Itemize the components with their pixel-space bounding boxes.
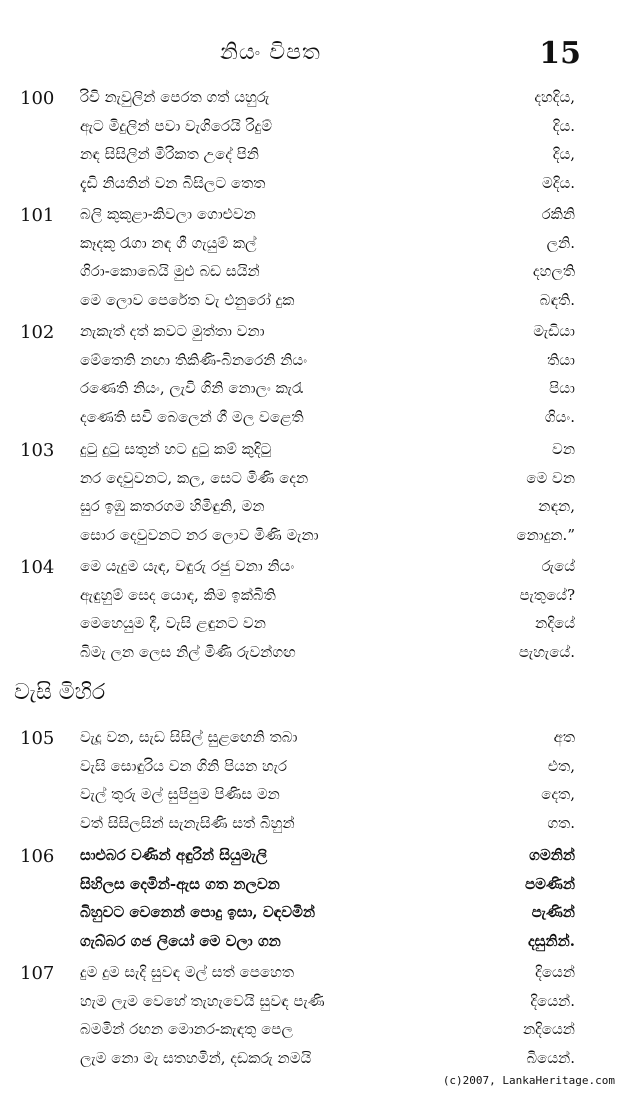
verse-line [0,291,621,321]
verse-line [0,932,621,962]
verse-line-ending: රුයේ [541,557,575,575]
stanza-number: 100 [20,88,55,109]
verse-line-text: වැසි සොඳුරිය වන ගිනි පියන හැර [80,756,288,775]
page-number: 15 [539,36,581,71]
verse-line [0,88,621,118]
verse-line-ending: දිය, [552,145,575,163]
verse-line-ending: දසුනින්. [527,931,575,950]
stanza-number: 102 [20,322,55,343]
verse-line-ending: දහදිය, [534,88,575,106]
stanza [0,440,621,554]
verse-line-text: බලි කුකුළා-කිවලා ගොළුවන [80,205,256,223]
verse-line [0,440,621,470]
verse-line-text: දැඩි නියතින් වන බිසිලට තෙත [80,173,266,192]
verse-line [0,728,621,758]
verse-line-ending: තියා [547,350,575,369]
verse-line-ending: පැතුයේ? [519,585,575,604]
verse-line [0,205,621,235]
verse-line [0,557,621,587]
stanza [0,322,621,436]
verse-line-ending: වන [552,440,575,458]
verse-line [0,903,621,933]
verse-line [0,614,621,644]
verse-line [0,145,621,175]
verse-line [0,757,621,787]
verse-line-text: දුම දුම සැදි සුවඳ මල් සත් පෙහෙත [80,963,295,981]
page-header [0,36,621,76]
verse-line-text: වැල් තුරු මල් සුපිපුම පිණිස මන [80,785,280,803]
verse-line-text: ගිරා-කොබෙයි මුළු බඩ සයින් [80,262,260,280]
verse-line-text: නැකැත් දත් කවට මුත්තා වනා [80,322,265,340]
verse-line-text: මෙ ලොව පෙරේත වැ එනුරෝ දුක [80,290,295,309]
verse-line-ending: මැඩියා [533,322,575,340]
verse-line-text: වැදූ වන, සැඩ සිසිල් සුළඟෙනි තබා [80,728,298,746]
stanza-number: 107 [20,963,55,984]
verse-line-ending: පැහැයේ. [518,642,575,661]
verse-line [0,643,621,673]
verse-line [0,379,621,409]
verse-line-text: බමමින් රඟන මොනර-කැඳතු පෙල [80,1020,293,1038]
verse-line-text: වත් සිසිලසින් සැනැසිණි සත් බිහුන් [80,813,295,832]
verse-line [0,785,621,815]
verse-line-ending: ගමනින් [529,846,575,864]
verse-line-ending: බඳති. [539,290,575,309]
verse-line-ending: පැණින් [531,903,575,921]
verse-line [0,234,621,264]
verse-line-ending: දෙත, [541,785,575,803]
verse-line-text: බිමැ ලන ලෙස නිල් මිණි රුවන්ගඟ [80,642,296,661]
running-title: නියං විපත [220,40,321,65]
verse-line-text: නර දෙවුවනට, කල, සෙට මිණි දෙන [80,468,309,487]
verse-line-text: සොර දෙවුවනට නර ලොව මිණි මැනා [80,525,319,544]
verse-line-text: ලැම නො මැ සතහමින්, දඩකරු නමයි [80,1048,312,1067]
verse-line-ending: රකිනි [541,205,575,223]
stanza-number: 103 [20,440,55,461]
section-heading: වැසි මිහිර [14,680,106,705]
verse-line-text: දණෙති සවි බෙලෙන් ගී මල වළෙති [80,407,304,426]
verse-line-text: දුටු දුටු සතුන් හට දුටු කම් කුදිටු [80,440,272,458]
verse-line-text: බිහුවට වෙනෙන් පොදු ඉසා, වඳවමින් [80,903,316,921]
verse-line [0,875,621,905]
verse-line [0,814,621,844]
verse-line [0,963,621,993]
verse-line-text: නඳ සිසිලින් මිරිකත උදේ පිනි [80,145,259,163]
verse-line-text: ඇඳුහුම් සෙද යොඳ, කිම ඉක්බිති [80,585,276,604]
verse-line-ending: එත, [547,756,575,775]
verse-line-ending: මදිය. [542,173,575,192]
verse-line-ending: නදියෙන් [522,1020,575,1038]
verse-line-text: සුර ඉඹු කතරගම හිමිඳුනි, මන [80,497,265,515]
verse-line-ending: ගියං. [544,407,575,426]
verse-line-text: රිවි නැවුලින් පෙරත ගත් යහුරු [80,88,270,106]
verse-line-ending: අත [553,728,575,746]
verse-line-ending: බියෙන්. [526,1048,575,1067]
stanza-number: 105 [20,728,55,749]
verse-line [0,117,621,147]
verse-line-text: ගැබ්බර ගජ ලියෝ මෙ වලා ගන [80,931,281,950]
copyright-notice: (c)2007, LankaHeritage.com [442,1074,615,1087]
verse-line [0,262,621,292]
verse-line-text: සිහිලස දෙමින්-ඇස ගත නලවන [80,874,280,893]
verse-line-text: මෙහෙයුම දී, වැසි ළඳුනට වන [80,614,266,632]
verse-line [0,174,621,204]
stanza [0,88,621,202]
verse-line-text: රණෙති නියං, ලැවි ගිනි නොලං කැරැ [80,379,304,397]
verse-line [0,586,621,616]
stanza [0,205,621,319]
stanza [0,846,621,960]
verse-line-text: ඇට මිදුලින් පවා වැගිරෙයි රිදුම් [80,116,273,135]
verse-line [0,1020,621,1050]
verse-line-ending: දහලති [532,262,575,280]
verse-line-ending: පමණින් [525,874,575,893]
verse-line [0,322,621,352]
stanza [0,557,621,671]
verse-line-ending: පියා [549,379,575,397]
verse-line [0,351,621,381]
stanza-number: 106 [20,846,55,867]
verse-line-text: මේතෙති නඟා තිකිණි-බිනරෙනි නියං [80,350,308,369]
verse-line [0,469,621,499]
verse-line-ending: දියෙන් [535,963,575,981]
verse-line-ending: දියෙන්. [530,991,575,1010]
verse-line [0,497,621,527]
verse-line-text: කෑදකු රැගා නඳ ගී ගැයුම් කල් [80,233,257,252]
verse-line [0,992,621,1022]
verse-line-ending: නොදුන.” [516,525,575,544]
verse-line-ending: නදියේ [535,614,575,632]
verse-line-ending: දිය. [552,116,575,135]
stanza-number: 104 [20,557,55,578]
verse-line [0,526,621,556]
verse-line-ending: මෙ වන [526,468,575,487]
stanza [0,963,621,1077]
verse-line-text: මෙ යැදුම යැඳ, වඳුරු රජු වනා නියං [80,557,295,575]
verse-line-ending: නඳන, [538,497,575,515]
verse-line [0,846,621,876]
stanza [0,728,621,842]
verse-line-ending: ගත. [547,813,575,832]
verse-line [0,408,621,438]
verse-line-text: හැම ලැම වෙහේ තැහැවෙයි සුවඳ පැණි [80,991,325,1010]
stanza-number: 101 [20,205,55,226]
verse-line-text: සාළුබර වණින් අඳුරින් සියුමැලි [80,846,268,864]
verse-line-ending: ලනි. [546,233,575,252]
